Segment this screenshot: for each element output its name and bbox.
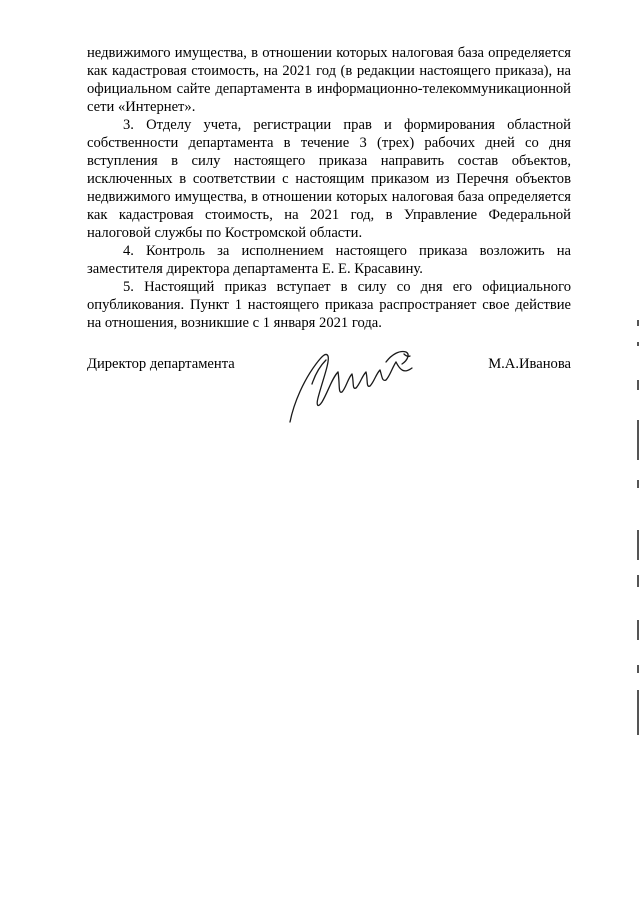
signatory-title: Директор департамента xyxy=(87,356,235,372)
document-body xyxy=(87,44,571,332)
paragraph-item-5: 5. Настоящий приказ вступает в силу со дня его официального опубликования. Пункт 1 настоящего приказа распространяет свое действие на отношения, возникшие с 1 января 2021 года. xyxy=(87,279,571,331)
paragraph-item-3: 3. Отделу учета, регистрации прав и формирования областной собственности департамента в течение 3 (трех) рабочих дней со дня вступления в силу настоящего приказа направить состав объектов, исключенных в соответствии с настоящим приказом из Перечня объектов недвижимого имущества, в отношении которых налоговая база определяется как кадастровая стоимость, на 2021 год, в Управление Федеральной налоговой службы по Костромской области. xyxy=(87,117,571,241)
scan-edge-marks xyxy=(634,320,640,740)
paragraph-continuation: недвижимого имущества, в отношении которых налоговая база определяется как кадастровая стоимость, на 2021 год (в редакции настоящего приказа), на официальном сайте департамента в информационно-телекоммуникационной сети «Интернет». xyxy=(87,45,571,115)
handwritten-signature xyxy=(282,342,418,428)
signatory-name: М.А.Иванова xyxy=(488,356,571,372)
paragraph-item-4: 4. Контроль за исполнением настоящего приказа возложить на заместителя директора департамента Е. Е. Красавину. xyxy=(87,243,571,277)
